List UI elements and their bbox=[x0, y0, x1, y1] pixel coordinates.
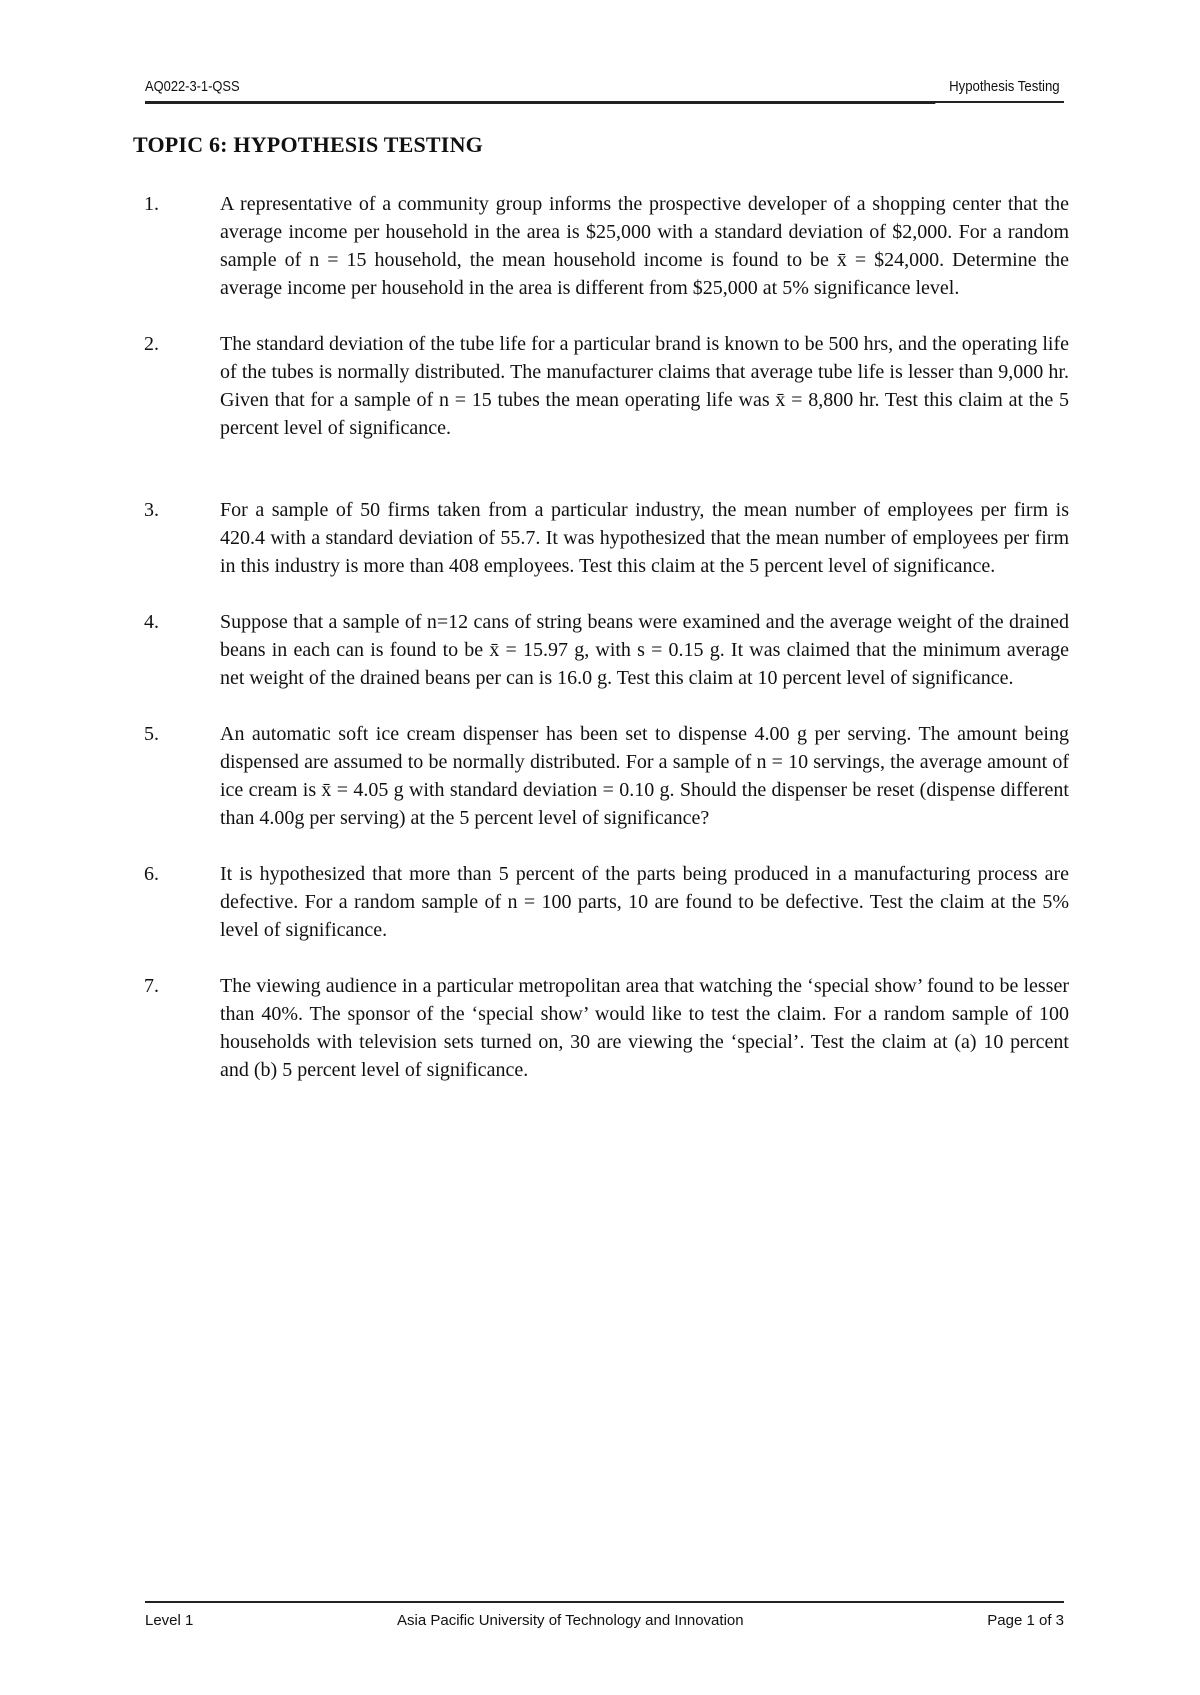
question-text: It is hypothesized that more than 5 percent of the parts being produced in a manufacturing process are defective. For a random sample of n = 100 parts, 10 are found to be defective. Test the claim at the 5% level of significance. bbox=[220, 863, 1069, 941]
question-text: For a sample of 50 firms taken from a particular industry, the mean number of employees per firm is 420.4 with a standard deviation of 55.7. It was hypothesized that the mean number of employees per firm in this industry is more than 408 employees. Test this claim at the 5 percent level of significance. bbox=[220, 499, 1069, 577]
footer-divider bbox=[145, 1601, 1064, 1603]
question-text: The standard deviation of the tube life for a particular brand is known to be 500 hrs, and the operating life of the tubes is normally distributed. The manufacturer claims that average tube life is lesser than 9,000 hr. Given that for a sample of n = 15 tubes the mean operating life was x̄ = 8,800 hr. Test this claim at the 5 percent level of significance. bbox=[220, 333, 1069, 439]
question-text: An automatic soft ice cream dispenser has been set to dispense 4.00 g per serving. The amount being dispensed are assumed to be normally distributed. For a sample of n = 10 servings, the average amount of ice cream is x̄ = 4.05 g with standard deviation = 0.10 g. Should the dispenser be reset (dispense different than 4.00g per serving) at the 5 percent level of significance? bbox=[220, 723, 1069, 829]
question-item bbox=[144, 190, 1069, 302]
header-divider bbox=[145, 101, 1064, 103]
question-text: Suppose that a sample of n=12 cans of string beans were examined and the average weight of the drained beans in each can is found to be x̄ = 15.97 g, with s = 0.15 g. It was claimed that the minimum average net weight of the drained beans per can is 16.0 g. Test this claim at 10 percent level of significance. bbox=[220, 611, 1069, 689]
question-item bbox=[144, 496, 1069, 580]
question-list bbox=[144, 190, 1069, 1084]
question-item bbox=[144, 972, 1069, 1084]
page-footer bbox=[145, 1612, 1064, 1636]
header-subject: Hypothesis Testing bbox=[949, 78, 1060, 95]
question-item bbox=[144, 860, 1069, 944]
footer-institution: Asia Pacific University of Technology and Innovation bbox=[397, 1612, 744, 1629]
question-number: 7. bbox=[144, 975, 159, 997]
question-number: 1. bbox=[144, 193, 159, 215]
question-number: 6. bbox=[144, 863, 159, 885]
footer-page-number: Page 1 of 3 bbox=[987, 1612, 1064, 1629]
question-number: 3. bbox=[144, 499, 159, 521]
page-header bbox=[145, 74, 935, 104]
question-text: The viewing audience in a particular metropolitan area that watching the ‘special show’ found to be lesser than 40%. The sponsor of the ‘special show’ would like to test the claim. For a random sample of 100 households with television sets turned on, 30 are viewing the ‘special’. Test the claim at (a) 10 percent and (b) 5 percent level of significance. bbox=[220, 975, 1069, 1081]
footer-level: Level 1 bbox=[145, 1612, 194, 1629]
question-item bbox=[144, 608, 1069, 692]
course-code: AQ022-3-1-QSS bbox=[145, 78, 240, 95]
question-number: 4. bbox=[144, 611, 159, 633]
question-item bbox=[144, 720, 1069, 832]
question-text: A representative of a community group informs the prospective developer of a shopping center that the average income per household in the area is $25,000 with a standard deviation of $2,000. For a random sample of n = 15 household, the mean household income is found to be x̄ = $24,000. Determine the average income per household in the area is different from $25,000 at 5% significance level. bbox=[220, 193, 1069, 299]
question-number: 2. bbox=[144, 333, 159, 355]
question-item bbox=[144, 330, 1069, 442]
page-title: TOPIC 6: HYPOTHESIS TESTING bbox=[133, 132, 483, 157]
question-number: 5. bbox=[144, 723, 159, 745]
